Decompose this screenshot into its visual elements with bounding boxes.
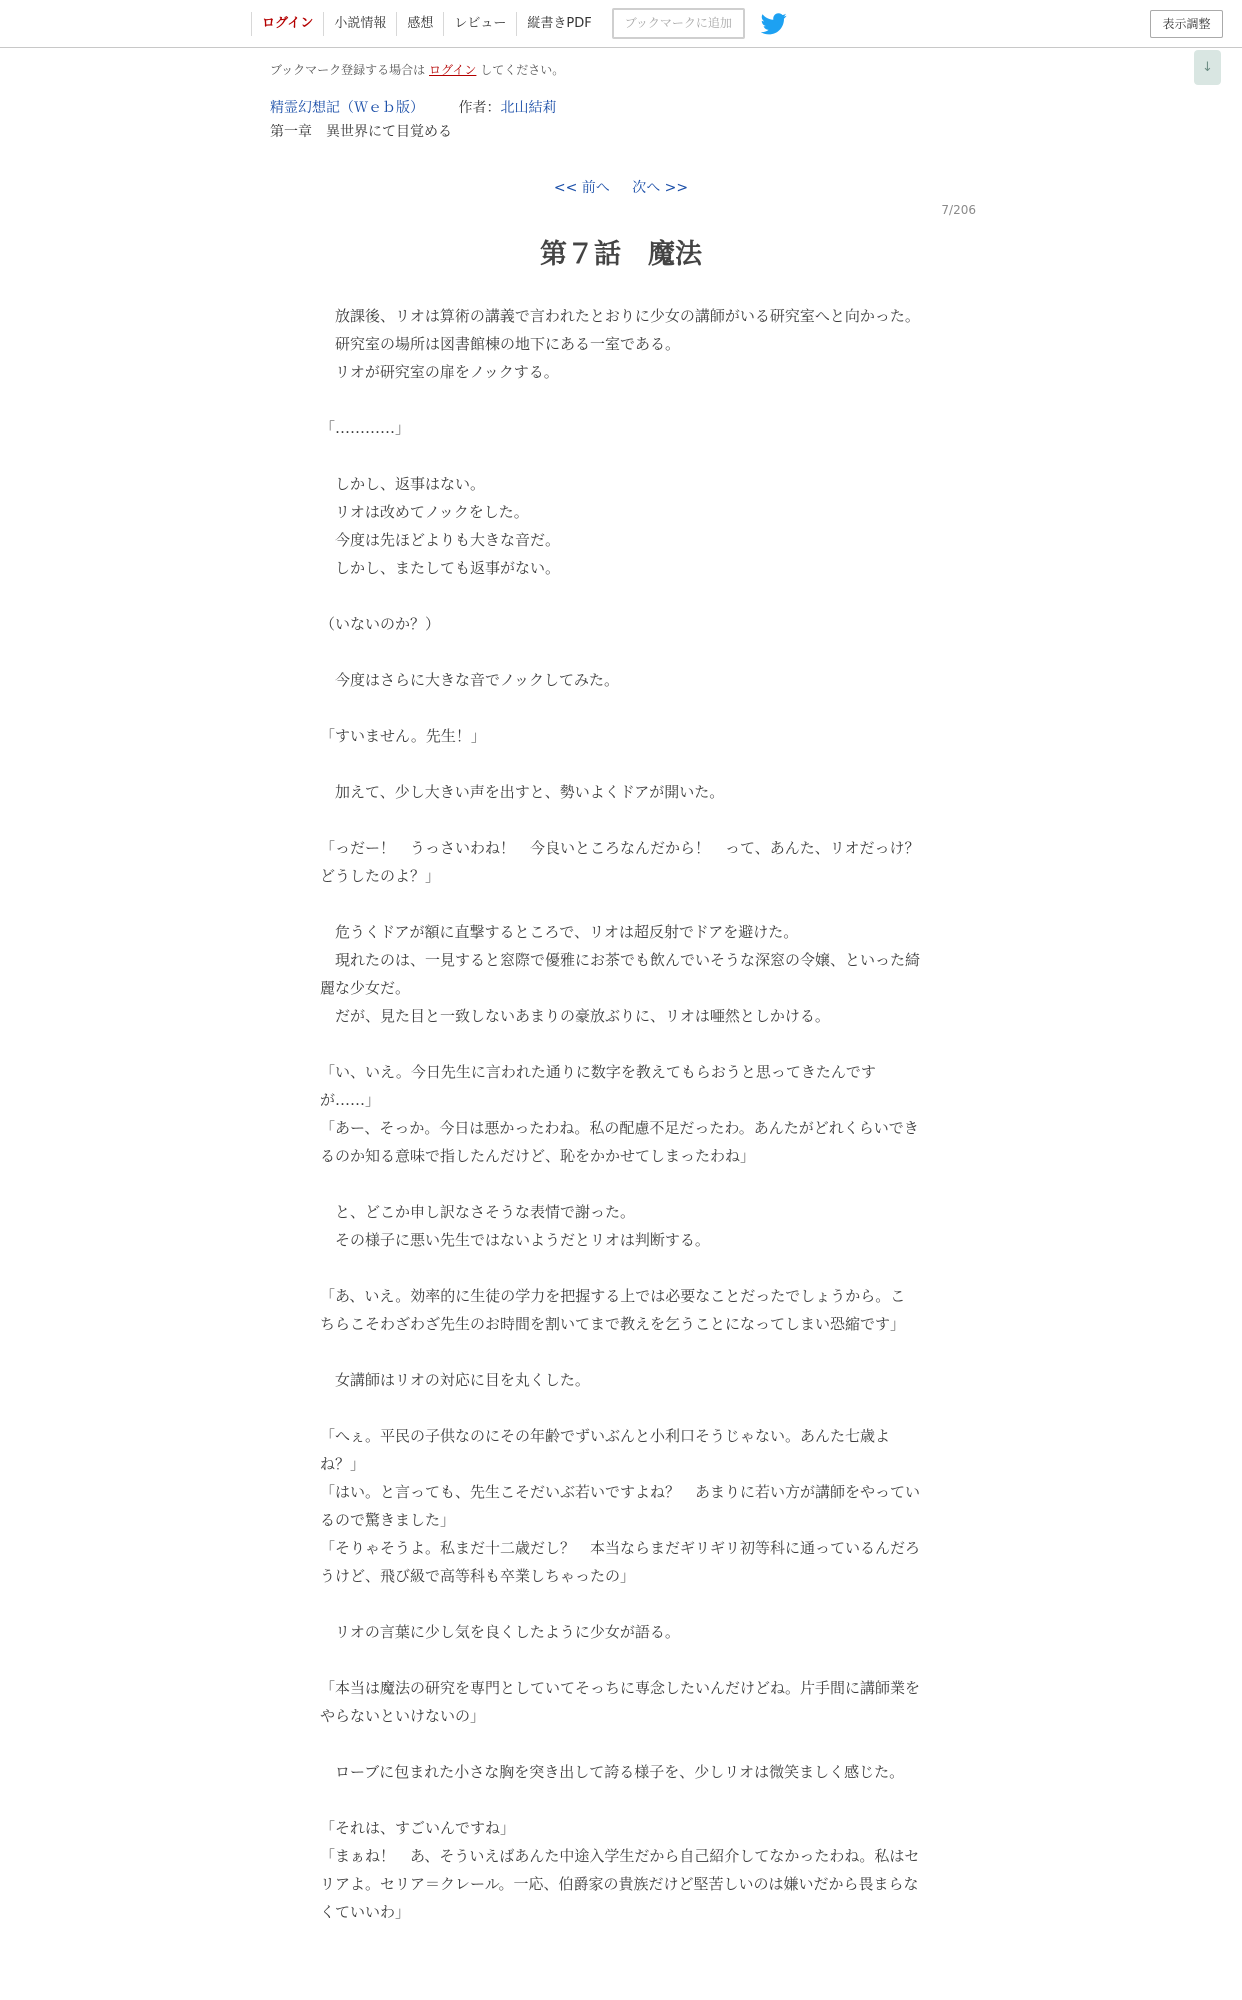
episode-page-count: 7/206 [941,203,976,217]
body-paragraph: 「あ、いえ。効率的に生徒の学力を把握する上では必要なことだったでしょうから。こちらこそわざわざ先生のお時間を割いてまで教えを乞うことになってしまい恐縮です」 [320,1287,906,1333]
body-paragraph [320,1646,920,1674]
body-paragraph: 危うくドアが額に直撃するところで、リオは超反射でドアを避けた。 [320,923,799,941]
scroll-down-button[interactable]: ↓ [1194,50,1221,85]
body-paragraph [320,1254,920,1282]
body-paragraph: リオは改めてノックをした。 [320,503,529,521]
body-paragraph [320,1786,920,1814]
novel-body-text [320,302,935,1926]
body-paragraph [320,806,920,834]
body-paragraph [320,750,920,778]
author-label: 作者： [458,100,501,116]
body-paragraph: 研究室の場所は図書館棟の地下にある一室である。 [320,335,681,353]
body-paragraph [320,890,920,918]
main-nav [251,0,787,47]
nav-review-link[interactable]: レビュー [443,12,516,36]
body-paragraph: 「へぇ。平民の子供なのにその年齢でずいぶんと小利口そうじゃない。あんた七歳よね？」 [320,1427,891,1473]
twitter-icon[interactable] [761,13,787,35]
nav-login-link[interactable]: ログイン [251,12,323,36]
add-bookmark-button[interactable]: ブックマークに追加 [612,8,745,39]
body-paragraph [320,1170,920,1198]
body-paragraph: 現れたのは、一見すると窓際で優雅にお茶でも飲んでいそうな深窓の令嬢、といった綺麗な少女だ。 [320,951,921,997]
body-paragraph [320,1730,920,1758]
prev-episode-link[interactable]: << 前へ [553,180,610,196]
body-paragraph: しかし、返事はない。 [320,475,486,493]
bookmark-login-notice [270,61,564,78]
author-name-link[interactable]: 北山結莉 [500,100,557,116]
body-paragraph [320,386,920,414]
body-paragraph [320,1338,920,1366]
body-paragraph: 「まぁね！ あ、そういえばあんた中途入学生だから自己紹介してなかったわね。私はセリアよ。セリア＝クレール。一応、伯爵家の貴族だけど堅苦しいのは嫌いだから畏まらなくていいわ」 [320,1847,920,1921]
body-paragraph [320,442,920,470]
display-settings-button[interactable]: 表示調整 [1150,10,1223,38]
series-info [270,97,556,117]
series-title-link[interactable]: 精霊幻想記（Ｗｅｂ版） [270,100,424,116]
notice-text-after: してください。 [480,63,565,77]
body-paragraph: 「…………」 [320,419,411,437]
nav-impressions-link[interactable]: 感想 [396,12,443,36]
body-paragraph [320,1030,920,1058]
body-paragraph: その様子に悪い先生ではないようだとリオは判断する。 [320,1231,710,1249]
body-paragraph: 放課後、リオは算術の講義で言われたとおりに少女の講師がいる研究室へと向かった。 [320,307,920,325]
body-paragraph: 「それは、すごいんですね」 [320,1819,516,1837]
body-paragraph: と、どこか申し訳なさそうな表情で謝った。 [320,1203,636,1221]
body-paragraph: しかし、またしても返事がない。 [320,559,561,577]
body-paragraph [320,694,920,722]
body-paragraph: だが、見た目と一致しないあまりの豪放ぶりに、リオは唖然としかける。 [320,1007,830,1025]
body-paragraph: （いないのか？） [320,615,441,633]
body-paragraph: 今度は先ほどよりも大きな音だ。 [320,531,561,549]
episode-title: 第７話 魔法 [540,239,702,270]
body-paragraph: 「そりゃそうよ。私まだ十二歳だし？ 本当ならまだギリギリ初等科に通っているんだろうけど、飛び級で高等科も卒業しちゃったの」 [320,1539,921,1585]
body-paragraph: 「はい。と言っても、先生こそだいぶ若いですよね？ あまりに若い方が講師をやっているので驚きました」 [320,1483,921,1529]
body-paragraph: 「あー、そっか。今日は悪かったわね。私の配慮不足だったわ。あんたがどれくらいできるのか知る意味で指したんだけど、恥をかかせてしまったわね」 [320,1119,919,1165]
body-paragraph [320,1394,920,1422]
notice-text-before: ブックマーク登録する場合は [270,63,426,77]
body-paragraph: 女講師はリオの対応に目を丸くした。 [320,1371,590,1389]
body-paragraph: リオが研究室の扉をノックする。 [320,363,559,381]
body-paragraph: 「っだー！ うっさいわね！ 今良いところなんだから！ って、あんた、リオだっけ？ どうしたのよ？」 [320,839,935,885]
body-paragraph: 加えて、少し大きい声を出すと、勢いよくドアが開いた。 [320,783,725,801]
next-episode-link[interactable]: 次へ >> [632,180,689,196]
nav-novel-info-link[interactable]: 小説情報 [323,12,396,36]
notice-login-link[interactable]: ログイン [429,63,477,77]
body-paragraph [320,582,920,610]
body-paragraph [320,638,920,666]
body-paragraph: リオの言葉に少し気を良くしたように少女が語る。 [320,1623,680,1641]
body-paragraph: 今度はさらに大きな音でノックしてみた。 [320,671,619,689]
nav-vertical-pdf-link[interactable]: 縦書きPDF [516,12,601,36]
episode-pager [0,177,1242,197]
body-paragraph: 「すいません。先生！」 [320,727,486,745]
top-navigation-bar [0,0,1242,48]
body-paragraph: 「い、いえ。今日先生に言われた通りに数字を教えてもらおうと思ってきたんですが……」 [320,1063,876,1109]
body-paragraph: 「本当は魔法の研究を専門としていてそっちに専念したいんだけどね。片手間に講師業をやらないといけないの」 [320,1679,921,1725]
body-paragraph [320,1590,920,1618]
body-paragraph: ローブに包まれた小さな胸を突き出して誇る様子を、少しリオは微笑ましく感じた。 [320,1763,905,1781]
chapter-title: 第一章 異世界にて目覚める [270,124,452,140]
